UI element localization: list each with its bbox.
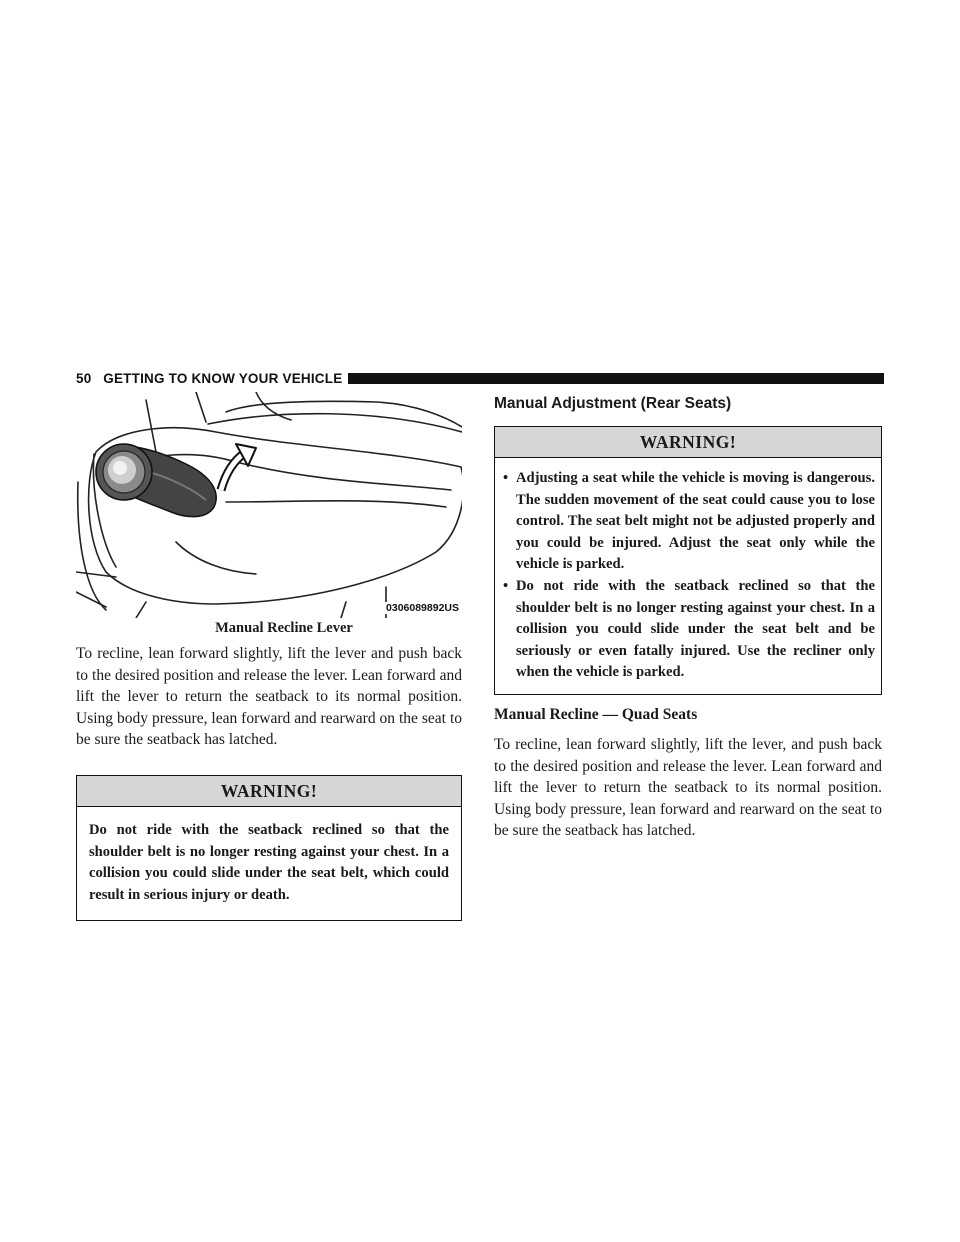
figure-caption: Manual Recline Lever [215, 620, 353, 636]
warning-item: • Adjusting a seat while the vehicle is moving is dangerous. The sudden movement of the seat could cause you to lose control. The seat belt might not be adjusted properly and you could be injured. Adjust the seat only while the vehicle is parked. [505, 468, 875, 576]
section-heading: Manual Adjustment (Rear Seats) [494, 395, 732, 412]
right-column [494, 392, 882, 842]
page-number: 50 [76, 370, 92, 386]
seat-recline-lever-illustration [76, 392, 462, 618]
warning-title: WARNING! [77, 776, 461, 807]
warning-title: WARNING! [495, 427, 881, 458]
header-rule [348, 373, 884, 384]
quad-seat-instructions: To recline, lean forward slightly, lift the lever, and push back to the desired position and release the lever. Lean forward and lift the lever to return the seatback to its normal position. Using body pressure, lean forward and rearward on the seat to be sure the seatback has latched. [494, 735, 882, 840]
warning-item: • Do not ride with the seatback reclined so that the shoulder belt is no longer resting against your chest. In a collision you could slide under the seat belt and be seriously or even fatally injured. Use the recliner only when the vehicle is parked. [505, 576, 875, 684]
subheading-quad-seats: Manual Recline — Quad Seats [494, 705, 698, 723]
section-running-title: GETTING TO KNOW YOUR VEHICLE [103, 370, 343, 386]
figure-code: 0306089892US [386, 602, 459, 614]
warning-text: Do not ride with the seatback reclined so that the shoulder belt is no longer resting against your chest. In a collision you could slide under the seat belt, which could result in serious injury or death. [89, 821, 449, 903]
header-text [76, 371, 342, 386]
recline-instructions: To recline, lean forward slightly, lift the lever and push back to the desired position and release the lever. Lean forward and lift the lever to return the seatback to its normal position. Using body pressure, lean forward and rearward on the seat to be sure the seatback has latched. [76, 645, 462, 749]
curved-arrow-icon [221, 444, 256, 490]
page-header [76, 370, 884, 386]
warning-box-seatback [76, 775, 462, 921]
seat-figure [76, 392, 462, 618]
warning-box-rear-seats [494, 426, 882, 695]
left-column [76, 392, 462, 921]
warning-list [495, 458, 881, 694]
